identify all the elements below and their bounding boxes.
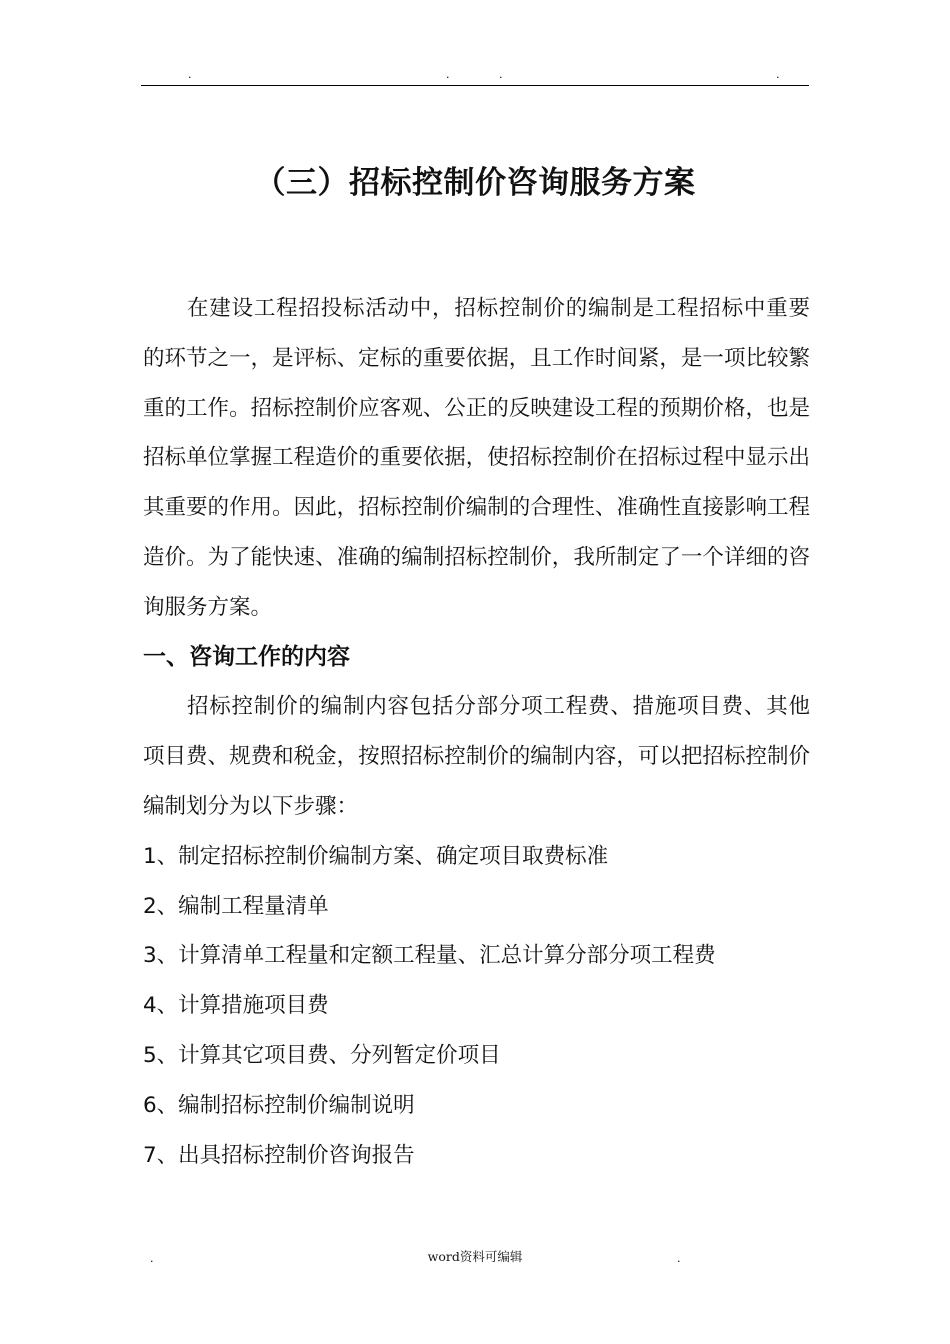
list-item: 4、计算措施项目费	[143, 993, 329, 1019]
document-title: （三）招标控制价咨询服务方案	[254, 165, 696, 201]
list-item: 1、制定招标控制价编制方案、确定项目取费标准	[143, 843, 609, 869]
header-rule	[141, 85, 809, 86]
document-body	[143, 284, 810, 1180]
list-item: 6、编制招标控制价编制说明	[143, 1092, 415, 1118]
header-dot: .	[776, 68, 780, 81]
footer-dot: .	[677, 1252, 681, 1265]
header-dot: .	[446, 68, 450, 81]
header-dot: .	[188, 68, 192, 81]
footer-text: word资料可编辑	[427, 1249, 523, 1264]
intro-paragraph: 在建设工程招投标活动中，招标控制价的编制是工程招标中重要的环节之一，是评标、定标的重要依据，且工作时间紧，是一项比较繁重的工作。招标控制价应客观、公正的反映建设工程的预期价格，也是招标单位掌握工程造价的重要依据，使招标控制价在招标过程中显示出其重要的作用。因此，招标控制价编制的合理性、准确性直接影响工程造价。为了能快速、准确的编制招标控制价，我所制定了一个详细的咨询服务方案。	[143, 296, 810, 620]
list-item: 7、出具招标控制价咨询报告	[143, 1142, 415, 1168]
section-paragraph: 招标控制价的编制内容包括分部分项工程费、措施项目费、其他项目费、规费和税金，按照招标控制价的编制内容，可以把招标控制价编制划分为以下步骤：	[143, 694, 810, 819]
section-heading: 一、咨询工作的内容	[143, 643, 350, 670]
list-item: 2、编制工程量清单	[143, 893, 329, 919]
list-item: 5、计算其它项目费、分列暂定价项目	[143, 1042, 501, 1068]
list-item: 3、计算清单工程量和定额工程量、汇总计算分部分项工程费	[143, 943, 716, 969]
footer-dot: .	[150, 1252, 154, 1265]
header-dot: .	[499, 68, 503, 81]
